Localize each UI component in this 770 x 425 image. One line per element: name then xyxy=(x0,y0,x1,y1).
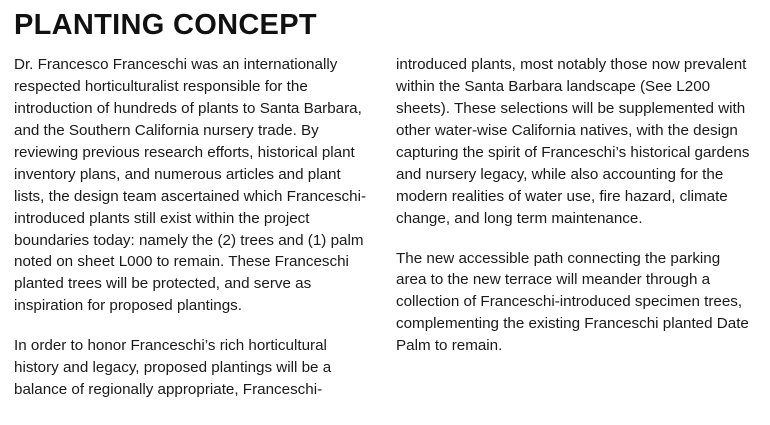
paragraph: introduced plants, most notably those now prevalent within the Santa Barbara landscape (See L200 sheets). These selections will be supplemented with other water-wise California natives, with the design capturing the spirit of Franceschi’s historical gardens and nursery legacy, while also accounting for the modern realities of water use, fire hazard, climate change, and long term maintenance. xyxy=(396,56,750,227)
paragraph: The new accessible path connecting the parking area to the new terrace will meander through a collection of Franceschi-introduced specimen trees, complementing the existing Franceschi planted Date Palm to remain. xyxy=(396,249,749,355)
paragraph: In order to honor Franceschi’s rich horticultural history and legacy, proposed plantings will be a balance of regionally appropriate, Franceschi- xyxy=(14,337,332,398)
text-columns xyxy=(14,54,756,400)
column-right xyxy=(396,54,752,357)
page-title: PLANTING CONCEPT xyxy=(14,9,317,41)
paragraph: Dr. Francesco Franceschi was an internationally respected horticulturalist responsible for the introduction of hundreds of plants to Santa Barbara, and the Southern California nursery trade. By reviewing previous research efforts, historical plant inventory plans, and numerous articles and plant lists, the design team ascertained which Franceschi-introduced plants still exist within the project boundaries today: namely the (2) trees and (1) palm noted on sheet L000 to remain. These Franceschi planted trees will be protected, and serve as inspiration for proposed plantings. xyxy=(14,56,367,315)
column-left xyxy=(14,54,370,400)
